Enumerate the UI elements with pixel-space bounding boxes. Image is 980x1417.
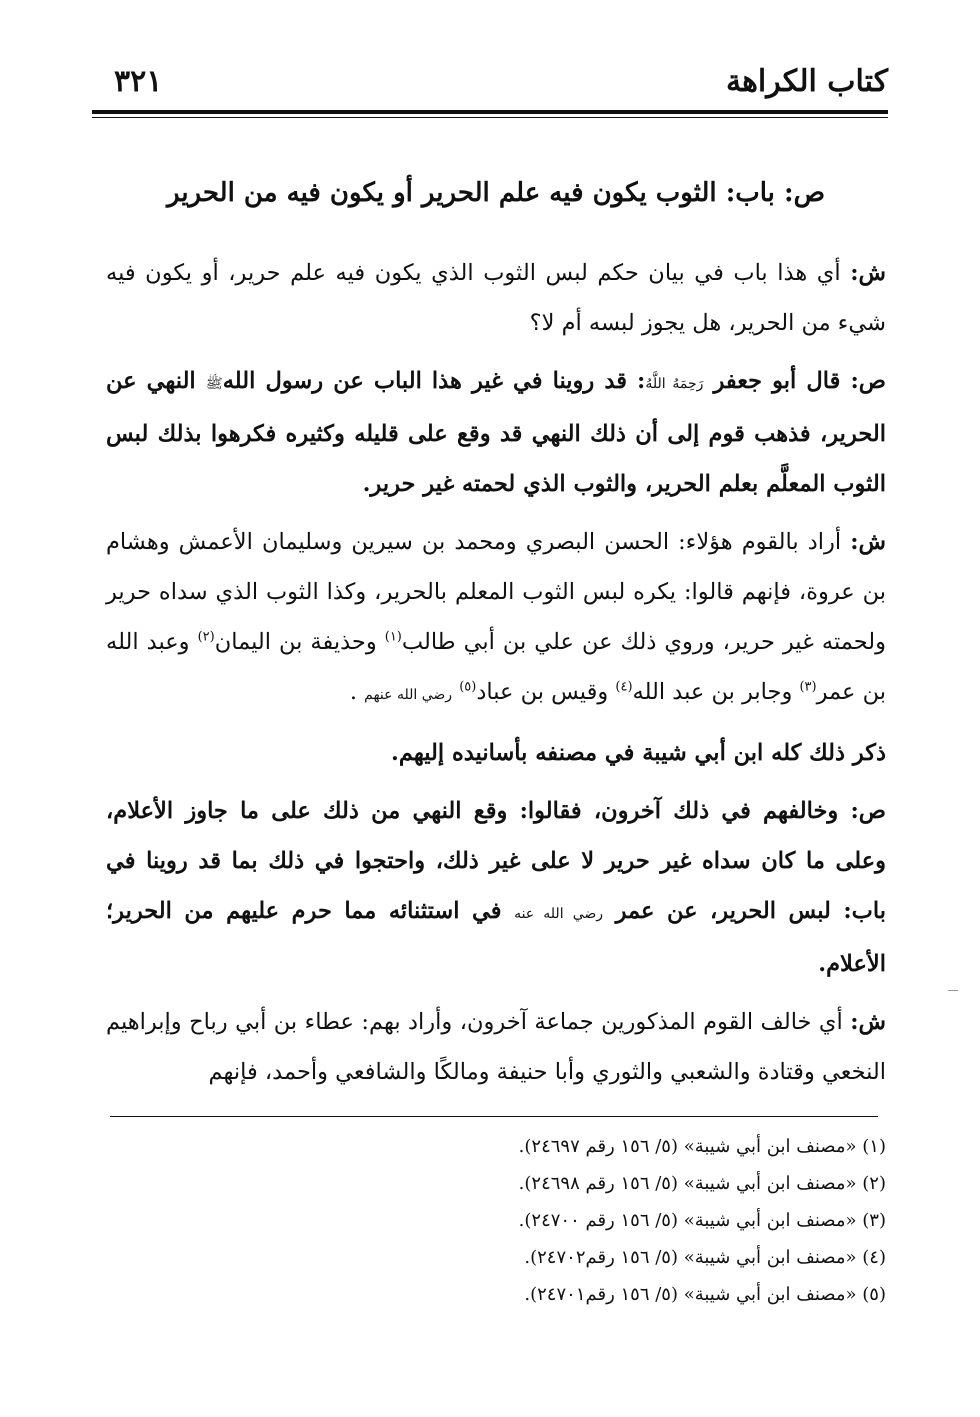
honorific: رضي الله عنهم [364, 687, 453, 703]
paragraph-lead: ش: [850, 529, 886, 555]
footnote-3: (٣) «مصنف ابن أبي شيبة» (٥/ ١٥٦ رقم ٢٤٧٠٠). [518, 1210, 886, 1231]
paragraph-text: وجابر بن عبد الله [632, 679, 800, 705]
main-text [106, 168, 886, 1105]
footnote-ref[interactable]: (٤) [615, 679, 633, 695]
paragraph-text: وخالفهم في ذلك آخرون، فقالوا: وقع النهي من ذلك على ما جاوز الأعلام، وعلى ما كان سداه غير حرير لا على غير ذلك، واحتجوا في ذلك بما قد روينا في باب: لبس الحرير، عن عمر [106, 798, 886, 924]
paragraph-lead: ص: [850, 368, 886, 394]
commentary-paragraph-3 [106, 997, 886, 1097]
footnote-separator [110, 1116, 878, 1117]
paragraph-text: أراد بالقوم هؤلاء: الحسن البصري ومحمد بن سيرين وسليمان الأعمش وهشام بن عروة، فإنهم قالوا: يكره لبس الثوب المعلم بالحرير، وكذا الثوب الذي سداه حرير ولحمته غير حرير، وروي ذلك عن علي بن أبي طالب [106, 529, 886, 655]
paragraph-text: . [349, 679, 365, 705]
honorific: رَحِمَهُ اللَّهُ [645, 376, 704, 392]
honorific: رضي الله عنه [514, 906, 604, 922]
commentary-paragraph-2 [106, 517, 886, 720]
page-number: ٣٢١ [114, 64, 163, 99]
honorific: ﷺ [205, 376, 223, 392]
paragraph-text: وحذيفة بن اليمان [214, 629, 385, 655]
footnote-5: (٥) «مصنف ابن أبي شيبة» (٥/ ١٥٦ رقم٢٤٧٠١). [524, 1284, 886, 1305]
footnotes [106, 1128, 886, 1313]
source-paragraph-1 [106, 356, 886, 509]
footnote-ref[interactable]: (٢) [197, 629, 215, 645]
footnote-ref[interactable]: (٣) [799, 679, 817, 695]
footnote-1: (١) «مصنف ابن أبي شيبة» (٥/ ١٥٦ رقم ٢٤٦٩٧). [518, 1136, 886, 1157]
paragraph-lead: ش: [850, 260, 886, 286]
footnote-ref[interactable]: (٥) [459, 679, 477, 695]
running-header [92, 58, 888, 110]
header-rule [92, 110, 888, 114]
footnote-4: (٤) «مصنف ابن أبي شيبة» (٥/ ١٥٦ رقم٢٤٧٠٢). [524, 1247, 886, 1268]
paragraph-lead: ص: [850, 798, 886, 824]
footnote-ref[interactable]: (١) [384, 629, 402, 645]
paragraph-text: أي خالف القوم المذكورين جماعة آخرون، وأراد بهم: عطاء بن أبي رباح وإبراهيم النخعي وقتادة والشعبي والثوري وأبا حنيفة ومالكًا والشافعي وأحمد، فإنهم [106, 1009, 886, 1085]
paragraph-text: وقيس بن عباد [476, 679, 616, 705]
footnote-2: (٢) «مصنف ابن أبي شيبة» (٥/ ١٥٦ رقم ٢٤٦٩٨). [518, 1173, 886, 1194]
paragraph-text: قال أبو جعفر [703, 368, 851, 394]
section-heading: ص: باب: الثوب يكون فيه علم الحرير أو يكون فيه من الحرير [166, 178, 826, 208]
margin-mark [948, 990, 958, 991]
paragraph-text: : قد روينا في غير هذا الباب عن رسول الله [222, 368, 646, 394]
note-paragraph: ذكر ذلك كله ابن أبي شيبة في مصنفه بأسانيده إليهم. [391, 740, 886, 766]
paragraph-text: النهي عن الحرير، فذهب قوم إلى أن ذلك النهي قد وقع على قليله وكثيره فكرهوا بذلك لبس الثوب المعلَّم بعلم الحرير، والثوب الذي لحمته غير حرير. [106, 368, 886, 497]
source-paragraph-2 [106, 786, 886, 989]
commentary-paragraph-1 [106, 248, 886, 348]
paragraph-text: في استثنائه مما حرم عليهم من الحرير؛ الأعلام. [106, 898, 886, 977]
header-rule-thin [92, 117, 888, 118]
paragraph-text: أي هذا باب في بيان حكم لبس الثوب الذي يكون فيه علم حرير، أو يكون فيه شيء من الحرير، هل يجوز لبسه أم لا؟ [106, 260, 886, 336]
paragraph-lead: ش: [850, 1009, 886, 1035]
paragraph-text: وعبد الله بن عمر [106, 629, 886, 705]
chapter-title: كتاب الكراهة [726, 64, 888, 99]
